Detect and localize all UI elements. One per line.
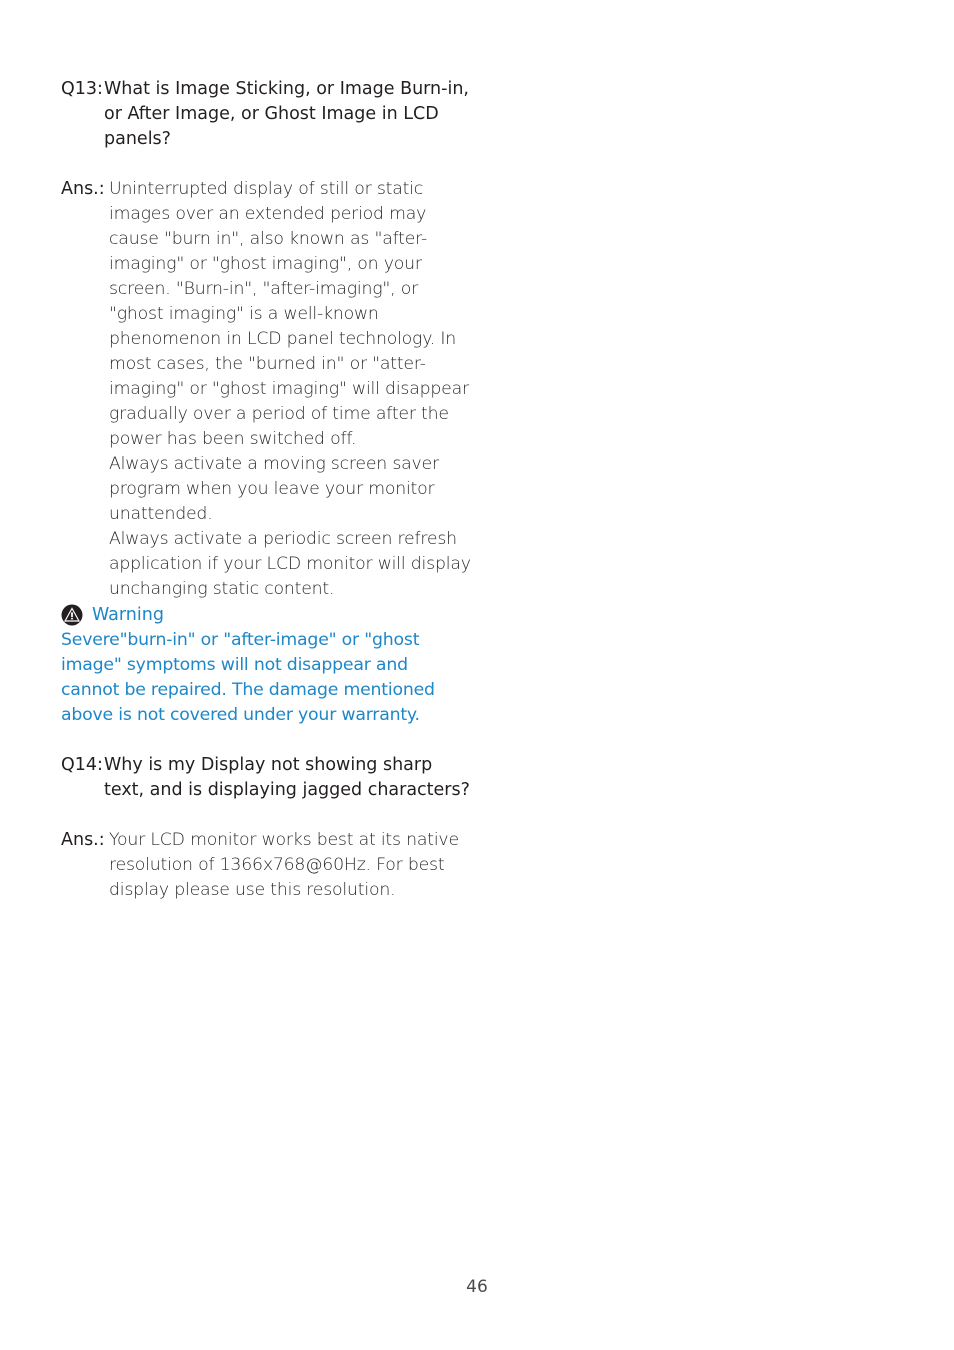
warning-title: Warning xyxy=(92,605,164,625)
question-label: Q14: xyxy=(61,755,103,775)
answer-label: Ans.: xyxy=(61,179,105,199)
answer-text: Your LCD monitor works best at its native resolution of 1366x768@60Hz. For best display please use this resolution. xyxy=(109,830,459,900)
question-label: Q13: xyxy=(61,79,103,99)
warning-text: Severe"burn-in" or "after-image" or "ghost image" symptoms will not disappear and cannot be repaired. The damage mentioned above is not covered under your warranty. xyxy=(61,630,435,725)
answer-paragraph: Uninterrupted display of still or static images over an extended period may cause "burn in", also known as "after-imaging" or "ghost imaging", on your screen. "Burn-in", "after-imaging", or "ghost imaging" is a well-known phenomenon in LCD panel technology. In most cases, the "burned in" or "atter-imaging" or "ghost imaging" will disappear gradually over a period of time after the power has been switched off. xyxy=(109,179,469,449)
spacer xyxy=(61,152,471,177)
answer-13 xyxy=(61,177,471,602)
question-text: Why is my Display not showing sharp text, and is displaying jagged characters? xyxy=(104,755,470,800)
spacer xyxy=(61,728,471,753)
question-14 xyxy=(61,753,471,803)
answer-paragraph: Always activate a moving screen saver program when you leave your monitor unattended. xyxy=(109,454,439,524)
answer-label: Ans.: xyxy=(61,830,105,850)
warning-triangle-icon xyxy=(61,604,83,626)
question-13 xyxy=(61,77,471,152)
warning-heading xyxy=(61,602,471,628)
answer-14 xyxy=(61,828,471,903)
answer-text xyxy=(109,177,471,602)
spacer xyxy=(61,803,471,828)
page-number: 46 xyxy=(466,1277,488,1297)
faq-column xyxy=(61,77,471,903)
question-text: What is Image Sticking, or Image Burn-in, or After Image, or Ghost Image in LCD panels? xyxy=(104,79,469,149)
answer-paragraph: Always activate a periodic screen refresh application if your LCD monitor will display unchanging static content. xyxy=(109,529,471,599)
